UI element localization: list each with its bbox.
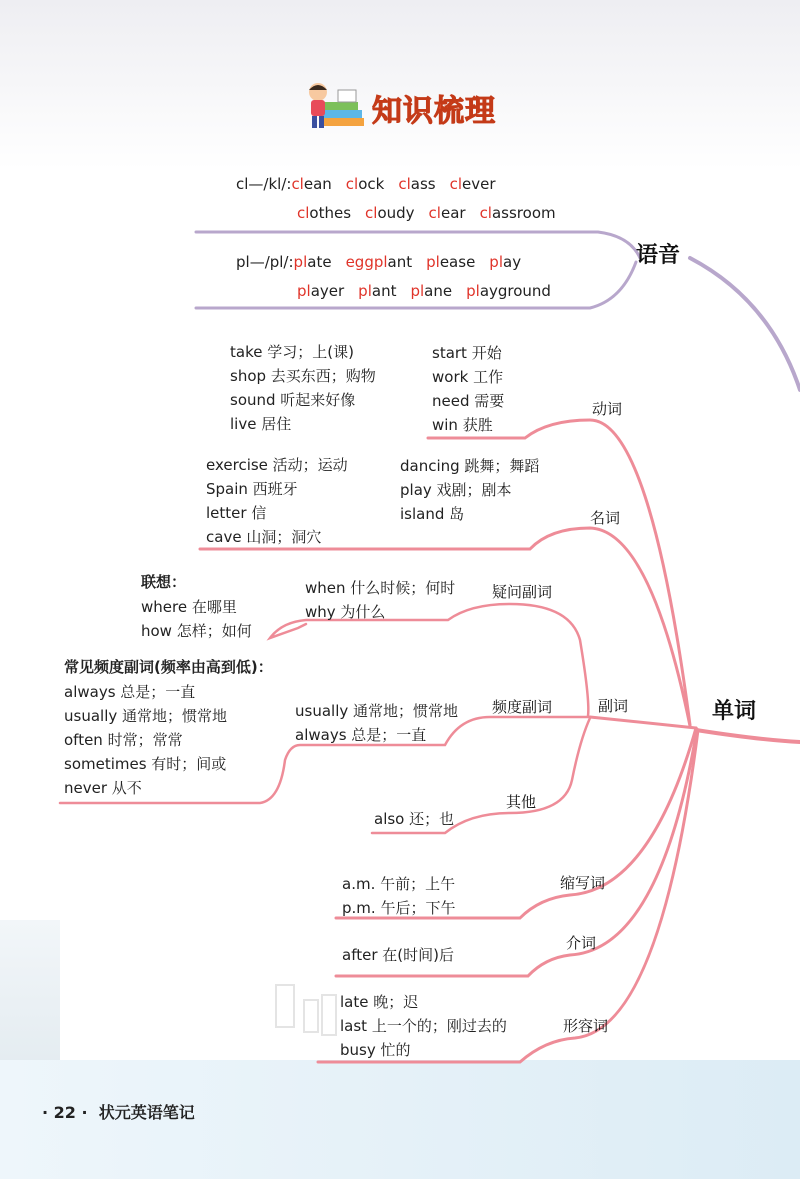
list-item: win 获胜: [432, 416, 493, 434]
phonics-word: eggplant: [345, 253, 413, 271]
phonics-cl-row1-words: [291, 175, 509, 193]
phonics-word: clean: [291, 175, 332, 193]
list-item: usually 通常地；惯常地: [64, 707, 228, 725]
deco-box-2: [304, 1000, 318, 1032]
frequency-label: 频度副词: [492, 698, 553, 716]
branch-line-adverbs: [590, 717, 696, 728]
list-item: take 学习；上(课): [230, 343, 354, 361]
phonics-pl-row1-words: [294, 253, 536, 271]
phonics-word: plant: [358, 282, 397, 300]
adjectives-label: 形容词: [563, 1017, 609, 1035]
list-item: dancing 跳舞；舞蹈: [400, 457, 540, 475]
frequency-list: [295, 699, 458, 747]
words-label: 单词: [712, 699, 757, 724]
list-item: also 还；也: [374, 810, 455, 828]
common-frequency-list: [64, 680, 227, 800]
association-title: 联想：: [141, 573, 187, 591]
deco-box-1: [276, 985, 294, 1027]
list-item: live 居住: [230, 415, 292, 433]
nouns-label: 名词: [590, 509, 621, 527]
list-item: p.m. 午后；下午: [342, 899, 456, 917]
common-frequency-title: 常见频度副词(频率由高到低)：: [64, 658, 273, 676]
list-item: last 上一个的；刚过去的: [340, 1017, 507, 1035]
verbs-col2: [432, 341, 504, 437]
page-title: 知识梳理: [372, 94, 496, 129]
branch-line-words-main: [696, 730, 800, 742]
nouns-col2: [400, 454, 539, 526]
branch-line-phonics-main: [690, 258, 800, 390]
list-item: work 工作: [432, 368, 504, 386]
phonics-label: 语音: [636, 243, 681, 268]
list-item: shop 去买东西；购物: [230, 367, 376, 385]
phonics-cl-prefix: cl—/kl/:: [236, 175, 292, 193]
other-list: [374, 809, 454, 829]
list-item: why 为什么: [305, 603, 386, 621]
verbs-col1: [230, 340, 376, 436]
list-item: play 戏剧；剧本: [400, 481, 512, 499]
interrogative-list: [305, 576, 455, 624]
phonics-pl-prefix: pl—/pl/:: [236, 253, 294, 271]
phonics-word: clothes: [297, 204, 352, 222]
phonics-word: please: [426, 253, 476, 271]
adverbs-label: 副词: [598, 697, 629, 715]
phonics-word: class: [398, 175, 436, 193]
phonics-word: plane: [410, 282, 453, 300]
list-item: cave 山洞；洞穴: [206, 528, 322, 546]
kid-reading-icon: [298, 78, 368, 132]
list-item: island 岛: [400, 505, 465, 523]
prepositions-list: [342, 945, 454, 965]
list-item: busy 忙的: [340, 1041, 411, 1059]
association-list: [141, 595, 252, 643]
list-item: a.m. 午前；上午: [342, 875, 456, 893]
list-item: sometimes 有时；间或: [64, 755, 227, 773]
phonics-word: play: [489, 253, 522, 271]
page-number: · 22 ·: [42, 1103, 88, 1122]
prepositions-label: 介词: [566, 934, 597, 952]
phonics-word: clear: [428, 204, 466, 222]
list-item: sound 听起来好像: [230, 391, 356, 409]
list-item: where 在哪里: [141, 598, 237, 616]
list-item: always 总是；一直: [64, 683, 196, 701]
adjectives-list: [340, 990, 507, 1062]
list-item: late 晚；迟: [340, 993, 419, 1011]
phonics-pl-row2: [297, 281, 565, 301]
phonics-word: clock: [345, 175, 385, 193]
abbreviations-list: [342, 872, 455, 920]
list-item: after 在(时间)后: [342, 946, 454, 964]
phonics-word: classroom: [479, 204, 556, 222]
phonics-cl-row1: [236, 174, 510, 194]
list-item: often 时常；常常: [64, 731, 183, 749]
phonics-pl-row1: [236, 252, 535, 272]
phonics-cl-row2: [297, 203, 570, 223]
list-item: usually 通常地；惯常地: [295, 702, 459, 720]
verbs-label: 动词: [592, 400, 623, 418]
branch-line-prepositions: [336, 729, 697, 976]
list-item: never 从不: [64, 779, 142, 797]
list-item: start 开始: [432, 344, 502, 362]
list-item: letter 信: [206, 504, 267, 522]
list-item: Spain 西班牙: [206, 480, 298, 498]
phonics-word: cloudy: [365, 204, 415, 222]
list-item: how 怎样；如何: [141, 622, 252, 640]
phonics-word: playground: [466, 282, 551, 300]
deco-box-3: [322, 995, 336, 1035]
interrogative-label: 疑问副词: [492, 583, 553, 601]
book-title: 状元英语笔记: [98, 1103, 195, 1122]
list-item: always 总是；一直: [295, 726, 427, 744]
nouns-col1: [206, 453, 348, 549]
list-item: exercise 活动；运动: [206, 456, 348, 474]
list-item: need 需要: [432, 392, 505, 410]
phonics-word: plate: [293, 253, 332, 271]
other-label: 其他: [506, 793, 537, 811]
phonics-word: player: [297, 282, 345, 300]
page-footer: [42, 1100, 195, 1123]
phonics-word: clever: [449, 175, 496, 193]
abbreviations-label: 缩写词: [560, 874, 606, 892]
list-item: when 什么时候；何时: [305, 579, 456, 597]
